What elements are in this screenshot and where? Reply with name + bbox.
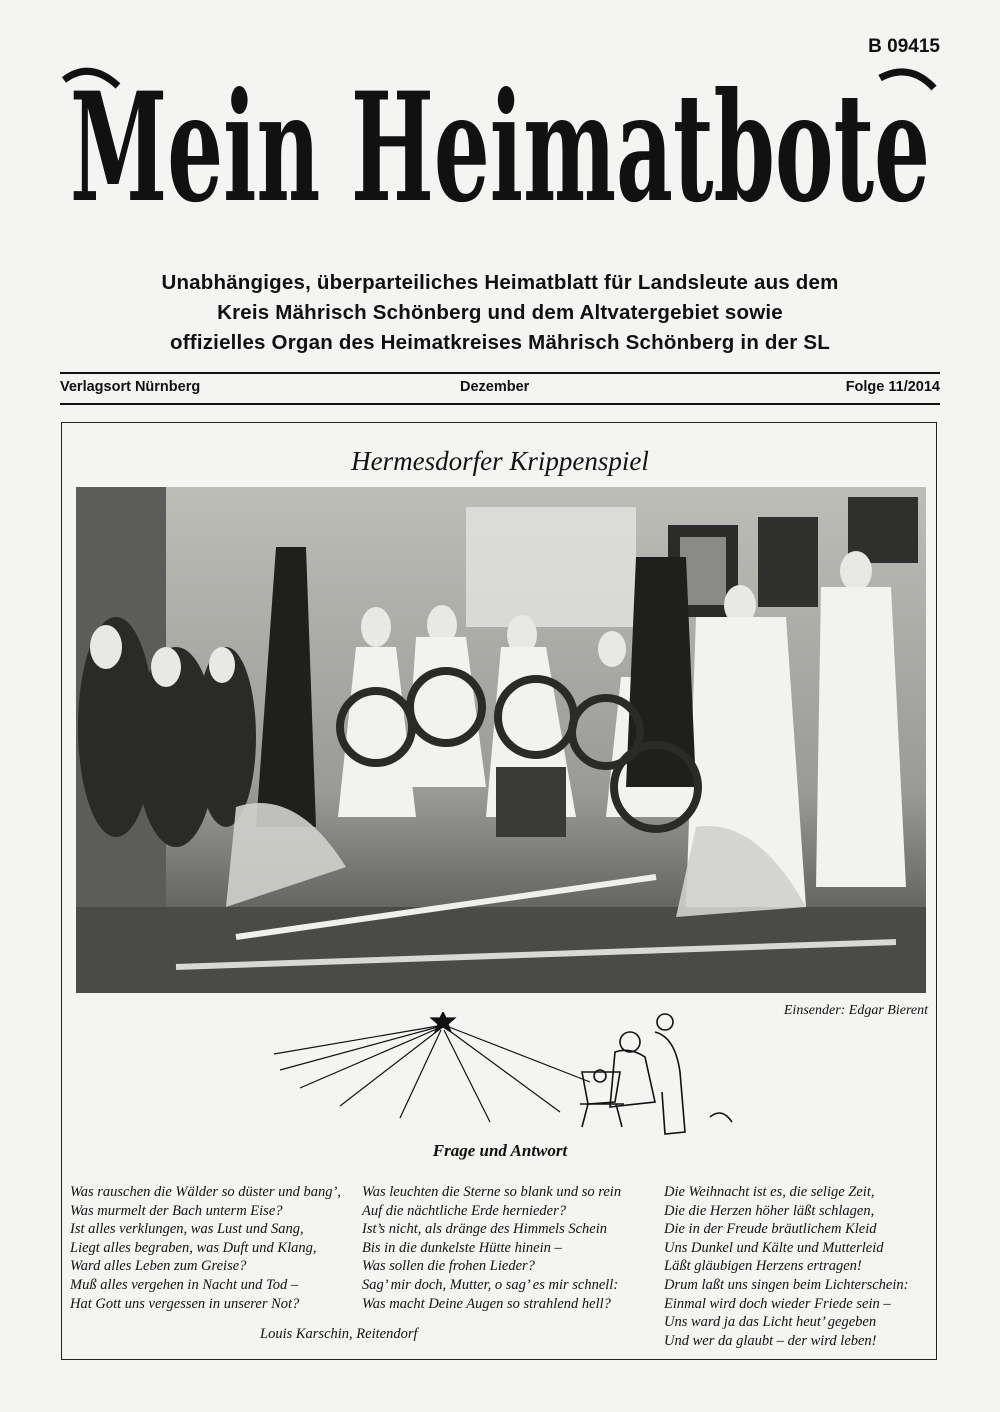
poem-line: Die Weihnacht ist es, die selige Zeit, [664, 1184, 875, 1200]
header-rule-top [60, 372, 940, 374]
poem-line: Ward alles Leben zum Greise? [70, 1258, 247, 1275]
poem-author: Louis Karschin, Reitendorf [260, 1326, 418, 1342]
poem-line: Uns Dunkel und Kälte und Mutterleid [664, 1239, 884, 1256]
masthead-title: Mein Heimatbote [70, 60, 930, 236]
subtitle-line: offizielles Organ des Heimatkreises Mährisch Schönberg in der SL [170, 331, 830, 354]
poem-line: Was murmelt der Bach unterm Eise? [70, 1202, 283, 1219]
star-rays [274, 1012, 590, 1122]
header-rule-bottom [60, 403, 940, 405]
poem-line: Einmal wird doch wieder Friede sein – [664, 1295, 891, 1312]
issue-month: Dezember [460, 379, 530, 395]
star-and-nativity-drawing [270, 1012, 740, 1142]
poem-line: Uns ward ja das Licht heut’ gegeben [664, 1314, 877, 1331]
poem-line: Hat Gott uns vergessen in unserer Not? [70, 1295, 300, 1312]
poem-title: Frage und Antwort [432, 1141, 568, 1160]
poem-line: Was sollen die frohen Lieder? [362, 1258, 535, 1275]
poem-line: Läßt gläubigen Herzens ertragen! [664, 1258, 862, 1275]
holy-family-figures [580, 1014, 732, 1134]
poem-line: Und wer da glaubt – der wird leben! [664, 1332, 877, 1349]
poem-line: Bis in die dunkelste Hütte hinein – [362, 1239, 562, 1256]
poem-stanza-3 [664, 1183, 908, 1350]
subtitle-line: Kreis Mährisch Schönberg und dem Altvatergebiet sowie [217, 301, 783, 324]
poem-line: Was leuchten die Sterne so blank und so rein [362, 1184, 622, 1200]
subtitle-line: Unabhängiges, überparteiliches Heimatblatt für Landsleute aus dem [161, 271, 839, 294]
photo-credit: Einsender: Edgar Bierent [783, 1003, 928, 1018]
poem-line: Was rauschen die Wälder so düster und bang’, [70, 1184, 341, 1200]
subtitle [60, 268, 940, 358]
poem-line: Muß alles vergehen in Nacht und Tod – [70, 1276, 299, 1293]
poem-line: Die in der Freude bräutlichem Kleid [664, 1221, 877, 1238]
poem-line: Die die Herzen höher läßt schlagen, [664, 1202, 875, 1219]
poem-line: Was macht Deine Augen so strahlend hell? [362, 1295, 611, 1312]
feature-title: Hermesdorfer Krippenspiel [351, 446, 649, 476]
poem-stanza-2 [362, 1183, 621, 1313]
poem-stanza-1 [70, 1183, 341, 1313]
publication-code: B 09415 [868, 36, 940, 57]
issue-number: Folge 11/2014 [845, 379, 940, 395]
poem-line: Ist alles verklungen, was Lust und Sang, [70, 1221, 304, 1238]
poem-line: Ist’s nicht, als dränge des Himmels Schein [362, 1221, 607, 1238]
nativity-play-photo [76, 487, 926, 993]
poem-line: Drum laßt uns singen beim Lichterschein: [664, 1276, 909, 1293]
issue-info-line [60, 379, 940, 399]
masthead-logo [60, 40, 940, 245]
poem-line: Auf die nächtliche Erde hernieder? [362, 1202, 567, 1219]
poem-line: Sag’ mir doch, Mutter, o sag’ es mir schnell: [362, 1276, 619, 1293]
publisher-place: Verlagsort Nürnberg [60, 379, 201, 395]
poem-line: Liegt alles begraben, was Duft und Klang, [70, 1239, 317, 1256]
